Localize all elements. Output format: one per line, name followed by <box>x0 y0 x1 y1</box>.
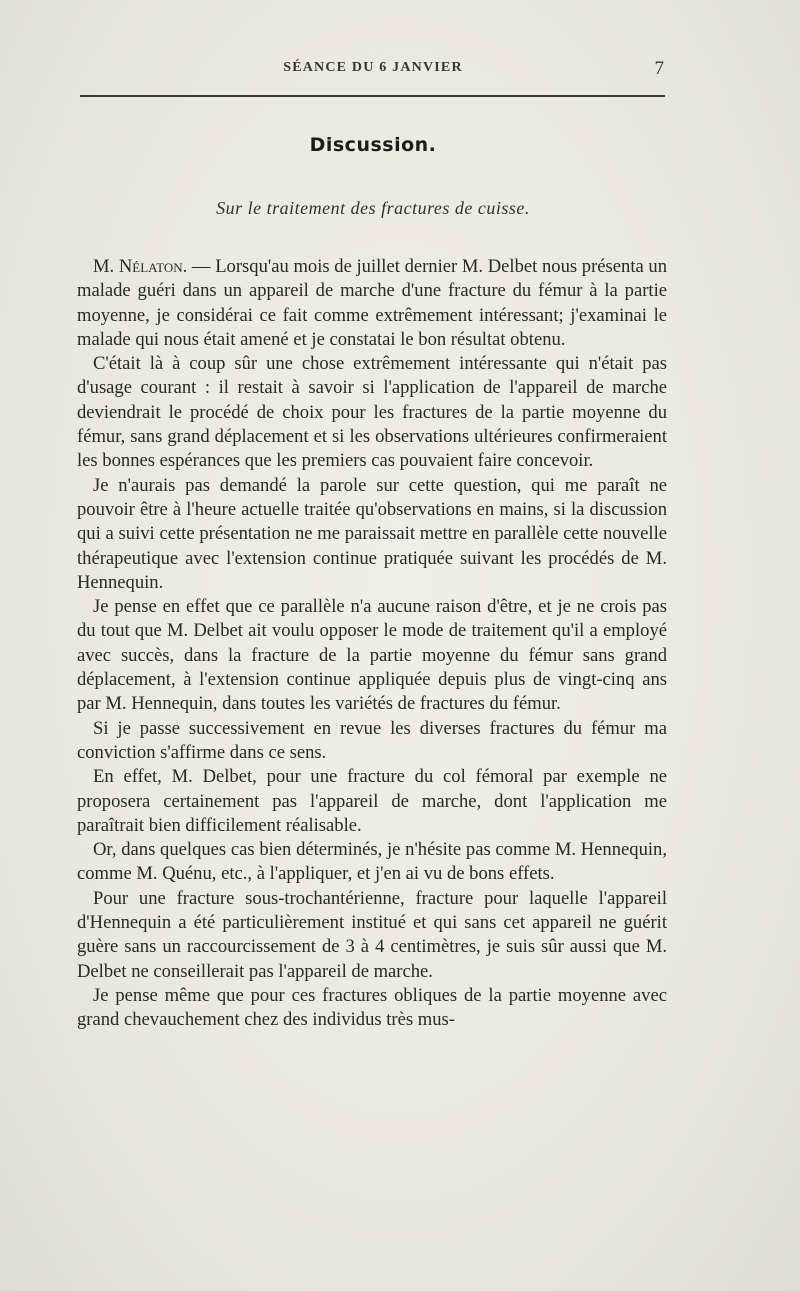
paragraph-4: Je pense en effet que ce parallèle n'a aucune raison d'être, et je ne crois pas du tout que M. Delbet ait voulu opposer le mode de traitement qu'il a employé avec succès, dans la fracture de la partie moyenne du fémur sans grand déplacement, à l'extension continue appliquée depuis plus de vingt-cinq ans par M. Hennequin, dans toutes les variétés de fractures du fémur. <box>77 596 667 715</box>
speaker-name: M. Nélaton. <box>93 256 188 277</box>
paragraph-1 <box>77 255 667 352</box>
running-title: SÉANCE DU 6 JANVIER <box>283 60 463 75</box>
header-rule <box>80 95 665 97</box>
paragraph-text: — Lorsqu'au mois de juillet dernier M. Delbet nous présenta un malade guéri dans un appareil de marche d'une fracture du fémur à la partie moyenne, je considérai ce fait comme extrêmement intéressant; j'examinai le malade qui nous était amené et je constatai le bon résultat obtenu. <box>77 256 668 350</box>
body-text <box>77 255 667 1033</box>
paragraph-9: Je pense même que pour ces fractures obliques de la partie moyenne avec grand chevauchement chez des individus très mus- <box>77 984 667 1031</box>
paragraph-3: Je n'aurais pas demandé la parole sur cette question, qui me paraît ne pouvoir être à l'heure actuelle traitée qu'observations en mains, si la discussion qui a suivi cette présentation ne me paraissait mettre en parallèle cette nouvelle thérapeutique avec l'extension continue pratiquée suivant les procédés de M. Hennequin. <box>77 474 667 593</box>
page-number: 7 <box>654 58 664 79</box>
paragraph-6: En effet, M. Delbet, pour une fracture du col fémoral par exemple ne proposera certainement pas l'appareil de marche, dont l'application me paraîtrait bien difficilement réalisable. <box>77 766 667 836</box>
paragraph-5: Si je passe successivement en revue les diverses fractures du fémur ma conviction s'affirme dans ce sens. <box>77 717 667 763</box>
paragraph-8: Pour une fracture sous-trochantérienne, fracture pour laquelle l'appareil d'Hennequin a été particulièrement institué et qui sans cet appareil ne guérit guère sans un raccourcissement de 3 à 4 centimètres, je suis sûr aussi que M. Delbet ne conseillerait pas l'appareil de marche. <box>77 887 667 982</box>
section-subtitle: Sur le traitement des fractures de cuisse. <box>216 198 530 218</box>
paragraph-2: C'était là à coup sûr une chose extrêmement intéressante qui n'était pas d'usage courant : il restait à savoir si l'application de l'appareil de marche deviendrait le procédé de choix pour les fractures de la partie moyenne du fémur, sans grand déplacement et si les observations ultérieures confirmeraient les bonnes espérances que les premiers cas pouvaient faire concevoir. <box>77 353 667 472</box>
running-header <box>78 60 668 84</box>
paragraph-7: Or, dans quelques cas bien déterminés, je n'hésite pas comme M. Hennequin, comme M. Quénu, etc., à l'appliquer, et j'en ai vu de bons effets. <box>77 839 667 885</box>
section-title: Discussion. <box>309 134 437 156</box>
